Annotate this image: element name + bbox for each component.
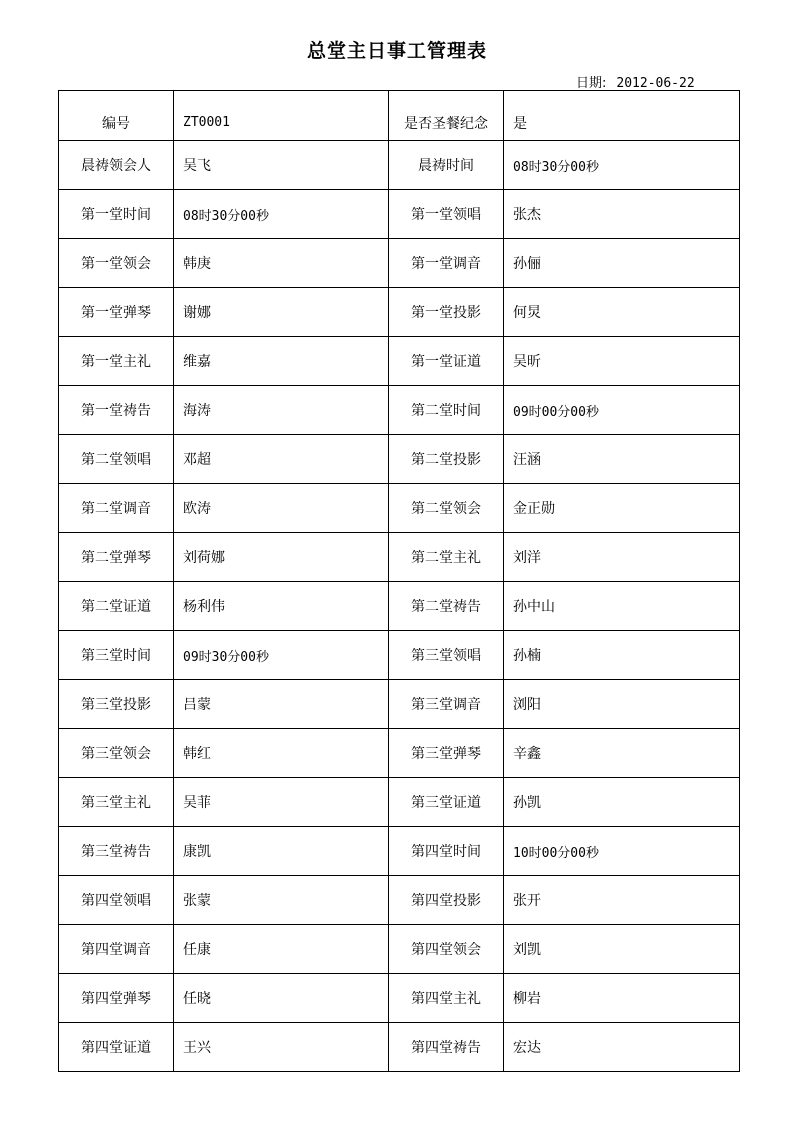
table-row (59, 288, 740, 337)
field-value: 吕蒙 (174, 680, 389, 729)
field-value: 维嘉 (174, 337, 389, 386)
table-row (59, 778, 740, 827)
table-row (59, 729, 740, 778)
table-row (59, 680, 740, 729)
field-value: 09时30分00秒 (174, 631, 389, 680)
field-value: 康凯 (174, 827, 389, 876)
field-label: 第三堂主礼 (59, 778, 174, 827)
management-table (58, 90, 740, 1072)
field-value: 08时30分00秒 (174, 190, 389, 239)
field-value: 王兴 (174, 1023, 389, 1072)
field-label: 第四堂领会 (389, 925, 504, 974)
field-label: 第三堂时间 (59, 631, 174, 680)
field-label: 是否圣餐纪念 (389, 91, 504, 141)
field-value: 辛鑫 (504, 729, 740, 778)
field-label: 第二堂调音 (59, 484, 174, 533)
table-row (59, 582, 740, 631)
field-label: 第四堂主礼 (389, 974, 504, 1023)
field-label: 第一堂领会 (59, 239, 174, 288)
field-value: 宏达 (504, 1023, 740, 1072)
field-value: 张蒙 (174, 876, 389, 925)
field-label: 第一堂祷告 (59, 386, 174, 435)
table-row (59, 239, 740, 288)
field-label: 第二堂领唱 (59, 435, 174, 484)
table-row (59, 876, 740, 925)
field-label: 第四堂弹琴 (59, 974, 174, 1023)
field-label: 第二堂主礼 (389, 533, 504, 582)
field-label: 第三堂领会 (59, 729, 174, 778)
date-label: 日期: (576, 76, 607, 91)
field-value: 刘凯 (504, 925, 740, 974)
field-label: 第一堂主礼 (59, 337, 174, 386)
field-label: 晨祷时间 (389, 141, 504, 190)
field-label: 第一堂弹琴 (59, 288, 174, 337)
field-value: 09时00分00秒 (504, 386, 740, 435)
field-value: 韩红 (174, 729, 389, 778)
field-value: 孙俪 (504, 239, 740, 288)
field-value: 汪涵 (504, 435, 740, 484)
date-value: 2012-06-22 (616, 76, 695, 91)
table-row (59, 925, 740, 974)
field-value: 邓超 (174, 435, 389, 484)
field-value: 谢娜 (174, 288, 389, 337)
page-title: 总堂主日事工管理表 (306, 40, 487, 62)
table-body (59, 91, 740, 1072)
field-value: 何炅 (504, 288, 740, 337)
field-label: 第四堂调音 (59, 925, 174, 974)
field-value: 刘洋 (504, 533, 740, 582)
table-row (59, 435, 740, 484)
field-label: 第一堂领唱 (389, 190, 504, 239)
field-value: 张杰 (504, 190, 740, 239)
table-row (59, 533, 740, 582)
field-value: 张开 (504, 876, 740, 925)
table-row (59, 827, 740, 876)
field-value: 柳岩 (504, 974, 740, 1023)
field-label: 第一堂调音 (389, 239, 504, 288)
field-value: 韩庚 (174, 239, 389, 288)
field-label: 第四堂证道 (59, 1023, 174, 1072)
table-row (59, 141, 740, 190)
field-label: 第一堂证道 (389, 337, 504, 386)
field-label: 第一堂时间 (59, 190, 174, 239)
field-label: 第三堂领唱 (389, 631, 504, 680)
field-value: 孙中山 (504, 582, 740, 631)
field-value: 孙楠 (504, 631, 740, 680)
field-value: 欧涛 (174, 484, 389, 533)
field-value: 吴菲 (174, 778, 389, 827)
field-value: 吴昕 (504, 337, 740, 386)
field-label: 第三堂祷告 (59, 827, 174, 876)
field-value: 浏阳 (504, 680, 740, 729)
field-label: 第一堂投影 (389, 288, 504, 337)
field-value: 刘荷娜 (174, 533, 389, 582)
table-row (59, 190, 740, 239)
field-value: ZT0001 (174, 91, 389, 141)
field-label: 第三堂投影 (59, 680, 174, 729)
field-label: 第二堂弹琴 (59, 533, 174, 582)
field-label: 第二堂投影 (389, 435, 504, 484)
field-label: 第三堂调音 (389, 680, 504, 729)
table-row (59, 386, 740, 435)
field-label: 第三堂证道 (389, 778, 504, 827)
field-value: 任康 (174, 925, 389, 974)
table-row (59, 1023, 740, 1072)
table-row (59, 631, 740, 680)
field-label: 晨祷领会人 (59, 141, 174, 190)
field-label: 第三堂弹琴 (389, 729, 504, 778)
field-label: 第二堂证道 (59, 582, 174, 631)
field-label: 第四堂领唱 (59, 876, 174, 925)
table-row (59, 974, 740, 1023)
field-value: 孙凯 (504, 778, 740, 827)
table-row (59, 337, 740, 386)
table-row (59, 484, 740, 533)
field-label: 第四堂投影 (389, 876, 504, 925)
field-label: 第二堂祷告 (389, 582, 504, 631)
field-label: 编号 (59, 91, 174, 141)
field-label: 第四堂时间 (389, 827, 504, 876)
field-value: 任晓 (174, 974, 389, 1023)
field-label: 第四堂祷告 (389, 1023, 504, 1072)
field-value: 08时30分00秒 (504, 141, 740, 190)
table-row (59, 91, 740, 141)
field-value: 是 (504, 91, 740, 141)
field-value: 吴飞 (174, 141, 389, 190)
date-line (576, 72, 695, 91)
field-value: 金正勋 (504, 484, 740, 533)
field-value: 杨利伟 (174, 582, 389, 631)
field-value: 海涛 (174, 386, 389, 435)
field-label: 第二堂时间 (389, 386, 504, 435)
field-value: 10时00分00秒 (504, 827, 740, 876)
field-label: 第二堂领会 (389, 484, 504, 533)
